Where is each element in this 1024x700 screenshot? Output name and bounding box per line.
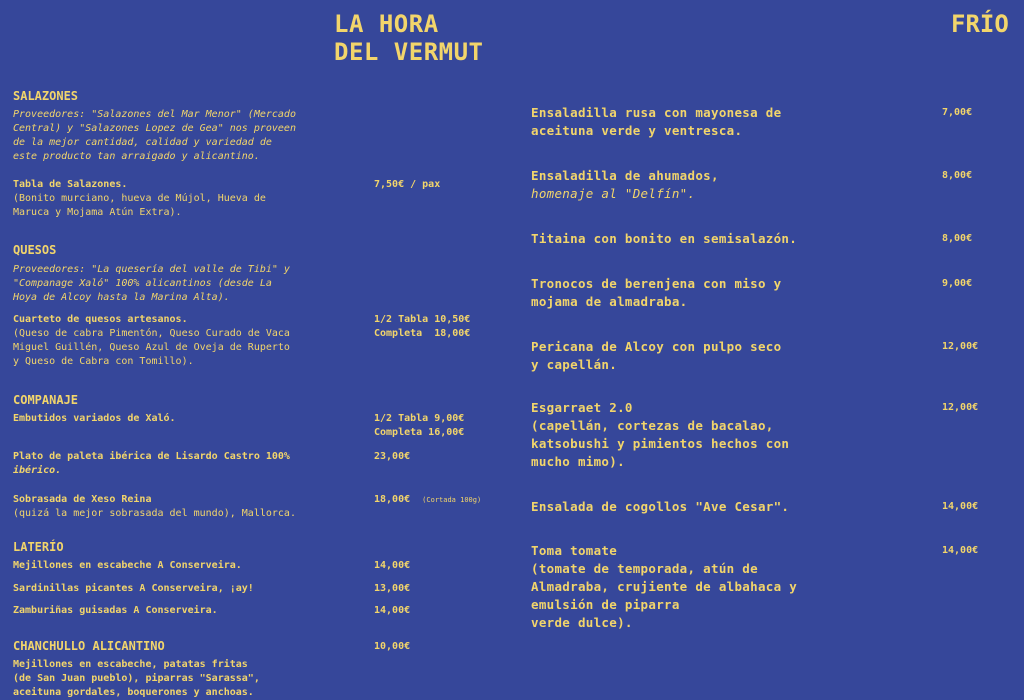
item-price	[374, 493, 481, 507]
item-name: Embutidos variados de Xaló.	[13, 413, 176, 424]
item-description: aceituna verde y ventresca.	[531, 123, 743, 138]
item-name: Sobrasada de Xeso Reina	[13, 494, 152, 505]
item-description: (capellán, cortezas de bacalao,	[531, 418, 774, 433]
text-line: COMPANAJE	[13, 393, 79, 407]
text-line: Proveedores: "Salazones del Mar Menor" (Mercado	[13, 109, 296, 120]
item-name: Ensaladilla de ahumados,	[531, 168, 719, 183]
section-heading	[13, 393, 363, 407]
text-line: QUESOS	[13, 243, 57, 257]
item-price	[374, 640, 410, 654]
menu-item	[13, 412, 363, 426]
section-description	[13, 108, 363, 164]
item-description: homenaje al "Delfín".	[531, 186, 696, 201]
menu-item	[13, 559, 363, 573]
price-line: 7,50€ / pax	[374, 179, 441, 190]
item-description: Almadraba, crujiente de albahaca y	[531, 579, 798, 594]
section-heading	[13, 639, 363, 653]
item-name: Titaina con bonito en semisalazón.	[531, 231, 798, 246]
item-price	[374, 178, 440, 192]
title-line-1: LA HORA	[334, 10, 439, 38]
item-description: emulsión de piparra	[531, 597, 680, 612]
item-name: Ensalada de cogollos "Ave Cesar".	[531, 499, 790, 514]
item-price: 14,00€	[942, 545, 979, 556]
menu-item	[531, 338, 781, 374]
text-line: este producto tan arraigado y alicantino.	[13, 151, 260, 162]
text-line: (Queso de cabra Pimentón, Queso Curado de Vaca	[13, 328, 290, 339]
section-description	[13, 658, 363, 700]
menu-item	[531, 399, 789, 471]
section-heading	[13, 89, 363, 103]
text-line: Miguel Guillén, Queso Azul de Oveja de Ruperto	[13, 342, 290, 353]
item-name: Zamburiñas guisadas A Conserveira.	[13, 605, 218, 616]
text-line: Mejillones en escabeche, patatas fritas	[13, 659, 248, 670]
item-name: Tronocos de berenjena con miso y	[531, 276, 782, 291]
text-line: (Bonito murciano, hueva de Mújol, Hueva de	[13, 193, 266, 204]
price-line: 1/2 Tabla 9,00€	[374, 413, 465, 424]
text-line: aceituna gordales, boquerones y anchoas.	[13, 687, 254, 698]
item-description: (tomate de temporada, atún de	[531, 561, 758, 576]
item-price	[374, 559, 410, 573]
price-line: Completa 18,00€	[374, 328, 471, 339]
item-price	[374, 412, 464, 440]
price-line: 23,00€	[374, 451, 411, 462]
item-name: Sardinillas picantes A Conserveira, ¡ay!	[13, 583, 254, 594]
item-name: Mejillones en escabeche A Conserveira.	[13, 560, 242, 571]
item-name: Ensaladilla rusa con mayonesa de	[531, 105, 782, 120]
item-description: katsobushi y pimientos hechos con	[531, 436, 790, 451]
item-description: mucho mimo).	[531, 454, 625, 469]
item-description: mojama de almadraba.	[531, 294, 688, 309]
item-price: 12,00€	[942, 341, 979, 352]
title-line-2: DEL VERMUT	[334, 38, 484, 66]
menu-item	[13, 493, 363, 521]
item-description: verde dulce).	[531, 615, 633, 630]
price-line: Completa 16,00€	[374, 427, 465, 438]
section-heading	[13, 540, 363, 554]
price-value: 18,00€	[374, 494, 411, 505]
section-title-frio: FRÍO	[951, 10, 1009, 38]
menu-item	[13, 604, 363, 618]
text-line: (quizá la mejor sobrasada del mundo), Mallorca.	[13, 508, 296, 519]
menu-item	[531, 230, 797, 248]
text-line: Central) y "Salazones Lopez de Gea" nos proveen	[13, 123, 296, 134]
item-name: Cuarteto de quesos artesanos.	[13, 314, 188, 325]
price-line: 13,00€	[374, 583, 411, 594]
menu-item	[13, 178, 363, 220]
text-line: LATERÍO	[13, 540, 64, 554]
menu-title	[334, 10, 484, 66]
text-line: (de San Juan pueblo), piparras "Sarassa",	[13, 673, 260, 684]
menu-item	[13, 582, 363, 596]
menu-item	[531, 542, 797, 632]
item-name: Plato de paleta ibérica de Lisardo Castro 100%	[13, 451, 290, 462]
item-price: 12,00€	[942, 402, 979, 413]
menu-item	[531, 275, 781, 311]
price-line: 14,00€	[374, 605, 411, 616]
price-note: (Cortada 100g)	[422, 496, 482, 504]
menu-item	[13, 313, 363, 369]
text-line: de la mejor cantidad, calidad y variedad de	[13, 137, 272, 148]
text-line: SALAZONES	[13, 89, 79, 103]
text-line: CHANCHULLO ALICANTINO	[13, 639, 165, 653]
text-line: Maruca y Mojama Atún Extra).	[13, 207, 182, 218]
item-name: Tabla de Salazones.	[13, 179, 128, 190]
price-line: 1/2 Tabla 10,50€	[374, 314, 471, 325]
item-description: y capellán.	[531, 357, 618, 372]
item-price: 8,00€	[942, 170, 973, 181]
item-name: Pericana de Alcoy con pulpo seco	[531, 339, 782, 354]
item-price: 9,00€	[942, 278, 973, 289]
menu-item	[531, 498, 789, 516]
price-line	[374, 493, 481, 507]
text-line: ibérico.	[13, 465, 62, 476]
item-price	[374, 604, 410, 618]
item-price	[374, 313, 470, 341]
menu-item	[531, 104, 781, 140]
item-price: 8,00€	[942, 233, 973, 244]
price-line: 10,00€	[374, 641, 411, 652]
item-price: 14,00€	[942, 501, 979, 512]
item-price: 7,00€	[942, 107, 973, 118]
item-price	[374, 450, 410, 464]
text-line: y Queso de Cabra con Tomillo).	[13, 356, 194, 367]
item-name: Esgarraet 2.0	[531, 400, 633, 415]
item-name: Toma tomate	[531, 543, 618, 558]
section-heading	[13, 243, 363, 257]
text-line: Proveedores: "La quesería del valle de Tibi" y	[13, 264, 290, 275]
text-line: "Companage Xaló" 100% alicantinos (desde La	[13, 278, 272, 289]
item-price	[374, 582, 410, 596]
price-line: 14,00€	[374, 560, 411, 571]
text-line: Hoya de Alcoy hasta la Marina Alta).	[13, 292, 230, 303]
menu-item	[13, 450, 363, 478]
menu-item	[531, 167, 719, 203]
section-description	[13, 263, 363, 305]
